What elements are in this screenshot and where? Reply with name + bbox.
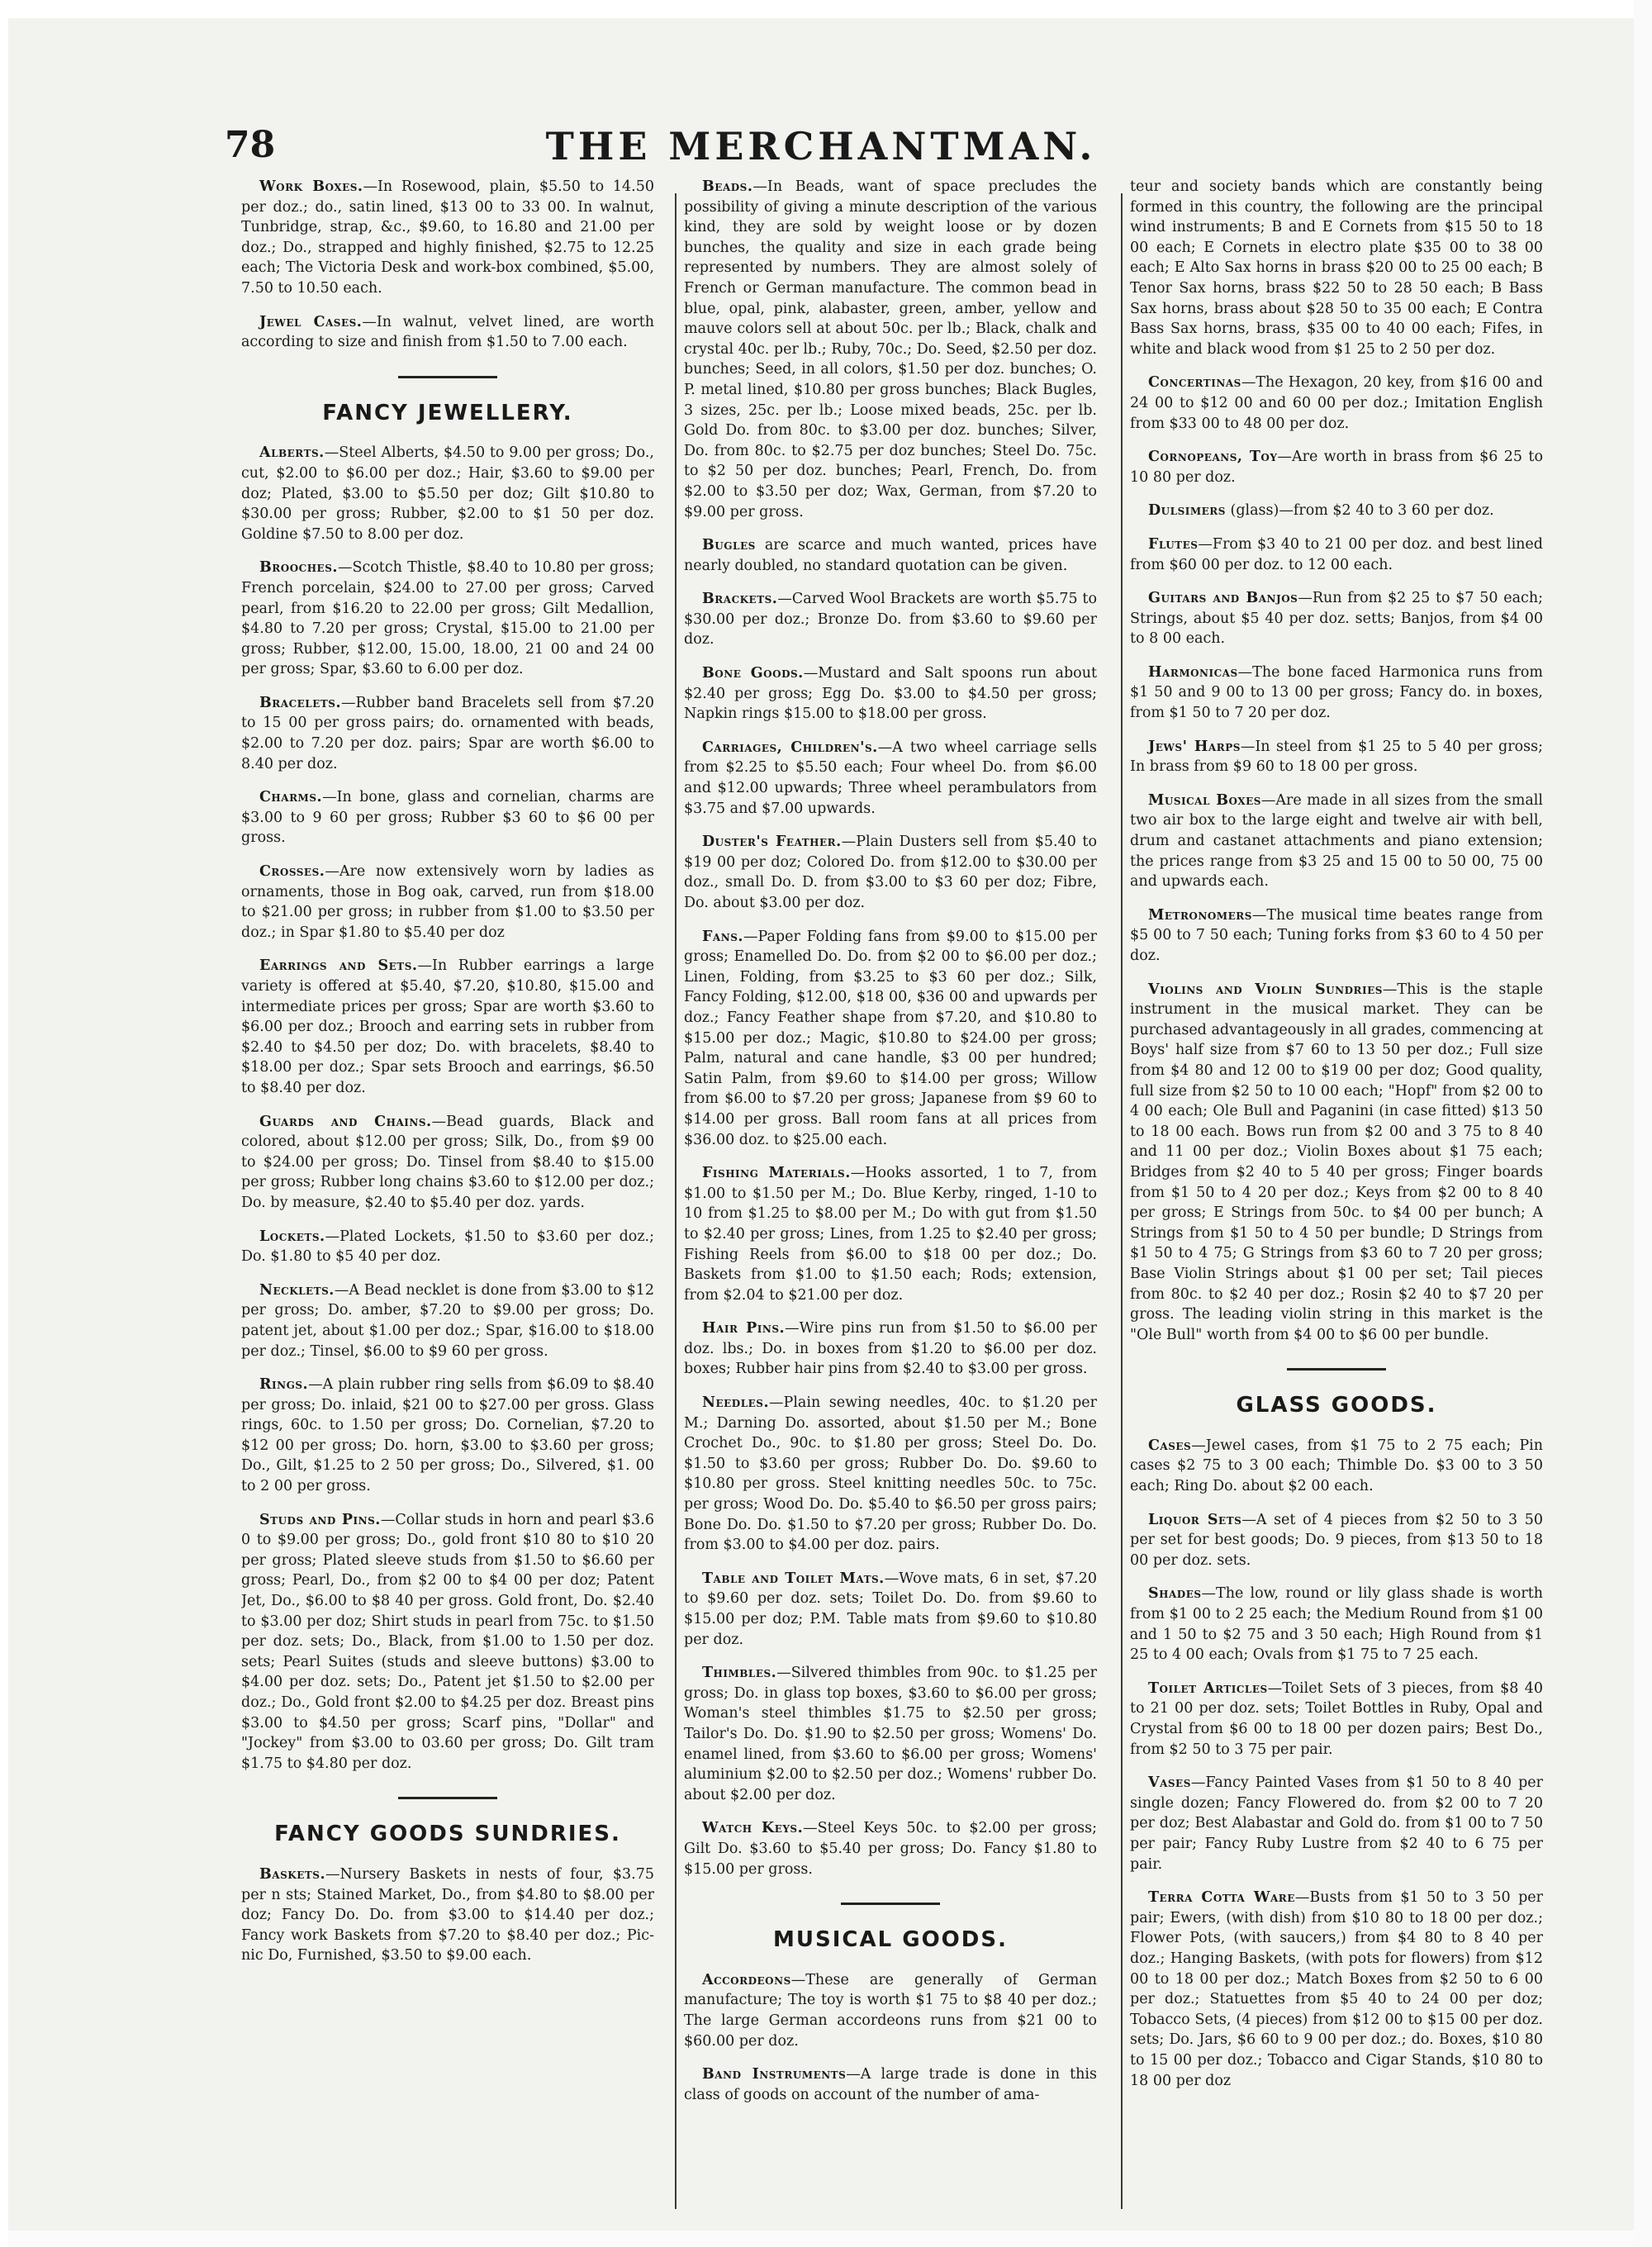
column-2	[684, 177, 1097, 2226]
article-paragraph	[684, 832, 1097, 913]
entry-text: are scarce and much wanted, prices have nearly doubled, no standard quotation can be given.	[684, 537, 1097, 574]
running-title: THE MERCHANTMAN.	[545, 124, 1097, 169]
entry-heading: Terra Cotta Ware	[1148, 1889, 1295, 1907]
section-divider	[398, 376, 497, 378]
section-divider	[398, 1797, 497, 1799]
article-paragraph	[1130, 1773, 1543, 1874]
entry-heading: Beads.	[702, 178, 753, 195]
article-paragraph	[1130, 1888, 1543, 2091]
entry-heading: Charms.	[259, 789, 323, 806]
column-1	[241, 177, 654, 2226]
entry-text: —Rubber band Bracelets sell from $7.20 to 15 00 per gross pairs; do. ornamented with beads, $2.00 to 7.20 per doz. pairs; Spar are worth $6.00 to 8.40 per doz.	[241, 694, 654, 772]
scan-margin	[1634, 0, 1652, 2247]
article-paragraph	[684, 589, 1097, 650]
entry-text: —The musical time beates range from $5 00 to 7 50 each; Tuning forks from $3 60 to 4 50 per doz.	[1130, 906, 1543, 964]
entry-heading: Violins and Violin Sundries	[1148, 981, 1383, 998]
entry-text: —Are worth in brass from $6 25 to 10 80 per doz.	[1130, 449, 1543, 486]
article-paragraph	[1130, 588, 1543, 649]
column-divider	[675, 193, 676, 2209]
entry-text: —Scotch Thistle, $8.40 to 10.80 per gross; French porcelain, $24.00 to 27.00 per gross; Carved pearl, from $16.20 to 22.00 per gross; Gilt Medallion, $4.80 to 7.20 per gross; Crystal, $15.00 to 21.00 per gross; Rubber, $12.00, 15.00, 18.00, 21 00 and 24 00 per gross; Spar, $3.60 to 6.00 per doz.	[241, 559, 654, 678]
article-paragraph	[1130, 1510, 1543, 1571]
article-paragraph	[241, 312, 654, 353]
entry-heading: Crosses.	[259, 863, 325, 881]
entry-text: —Paper Folding fans from $9.00 to $15.00 per gross; Enamelled Do. Do. from $2 00 to $6.00 per doz.; Linen, Folding, from $3.25 to $3 60 per doz.; Silk, Fancy Folding, $12.00, $18 00, $36 00 and upwards per doz.; Fancy Feather shape from $7.20, and $10.80 to $15.00 per doz.; Magic, $10.80 to $24.00 per gross; Palm, natural and cane handle, $3 00 per hundred; Satin Palm, from $9.60 to $14.00 per gross; Willow from $6.00 to $7.20 per gross; Japanese from $9 60 to $14.00 per gross. Ball room fans at all prices from $36.00 doz. to $25.00 each.	[684, 928, 1097, 1148]
scan-margin	[8, 2230, 1634, 2247]
entry-heading: Carriages, Children's.	[702, 739, 878, 756]
entry-heading: Brooches.	[259, 559, 338, 577]
article-paragraph	[241, 443, 654, 544]
entry-text: —The bone faced Harmonica runs from $1 50 and 9 00 to 13 00 per gross; Fancy do. in boxes, from $1 50 to 7 20 per doz.	[1130, 663, 1543, 722]
entry-heading: Watch Keys.	[702, 1820, 804, 1837]
article-paragraph	[241, 177, 654, 299]
article-paragraph	[684, 927, 1097, 1151]
entry-heading: Bracelets.	[259, 694, 342, 711]
entry-heading: Flutes	[1148, 535, 1199, 553]
entry-text: (glass)—from $2 40 to 3 60 per doz.	[1225, 502, 1494, 520]
entry-text: —In walnut, velvet lined, are worth according to size and finish from $1.50 to 7.00 each.	[241, 313, 654, 351]
article-paragraph: teur and society bands which are constantly being formed in this country, the following are the principal wind instruments; B and E Cornets from $15 50 to 18 00 each; E Cornets in electro plate $35 00 to 38 00 each; E Alto Sax horns in brass $20 00 to 25 00 each; B Tenor Sax horns, brass $22 50 to 28 50 each; B Bass Sax horns, brass about $28 50 to 35 00 each; E Contra Bass Sax horns, brass, $35 00 to 40 00 each; Fifes, in white and black wood from $1 25 to 2 50 per doz.	[1130, 178, 1543, 358]
entry-heading: Cornopeans, Toy	[1148, 449, 1278, 466]
entry-heading: Jews' Harps	[1148, 738, 1241, 755]
article-paragraph	[241, 558, 654, 680]
article-paragraph	[241, 956, 654, 1098]
entry-text: —The Hexagon, 20 key, from $16 00 and 24 00 to $12 00 and 60 00 per doz.; Imitation English from $33 00 to 48 00 per doz.	[1130, 374, 1543, 432]
entry-heading: Needles.	[702, 1394, 770, 1412]
section-divider	[1287, 1368, 1386, 1371]
article-paragraph	[1130, 1436, 1543, 1497]
article-paragraph	[241, 1227, 654, 1267]
entry-text: —In Rosewood, plain, $5.50 to 14.50 per doz.; do., satin lined, $13 00 to 33 00. In walnut, Tunbridge, strap, &c., $9.60, to 16.80 and 21.00 per doz.; Do., strapped and highly finished, $2.75 to 12.25 each; The Victoria Desk and work-box combined, $5.00, 7.50 to 10.50 each.	[241, 178, 654, 297]
entry-heading: Bone Goods.	[702, 665, 804, 682]
entry-text: —Plain Dusters sell from $5.40 to $19 00 per doz; Colored Do. from $12.00 to $30.00 per doz., small Do. D. from $3.00 to $3 60 per doz; Fibre, Do. about $3.00 per doz.	[684, 834, 1097, 911]
entry-text: —A large trade is done in this class of goods on account of the number of ama-	[684, 2066, 1097, 2103]
entry-heading: Table and Toilet Mats.	[702, 1570, 885, 1587]
section-heading: FANCY GOODS SUNDRIES.	[274, 1822, 621, 1847]
article-paragraph	[1130, 737, 1543, 777]
entry-text: —Are now extensively worn by ladies as ornaments, those in Bog oak, carved, run from $18.00 to $21.00 per gross; in rubber from $1.00 to $3.50 per doz.; in Spar $1.80 to $5.40 per doz	[241, 863, 654, 941]
article-paragraph	[1130, 663, 1543, 724]
article-paragraph	[684, 1818, 1097, 1879]
entry-text: —A plain rubber ring sells from $6.09 to $8.40 per gross; Do. inlaid, $21 00 to $27.00 per gross. Glass rings, 60c. to 1.50 per gross; Do. Cornelian, $7.20 to $12 00 per gross; Do. horn, $3.00 to $3.60 per gross; Do., Gilt, $1.25 to 2 50 per gross; Do., Silvered, $1. 00 to 2 00 per gross.	[241, 1376, 654, 1495]
entry-heading: Accordeons	[702, 1971, 791, 1988]
article-paragraph	[684, 738, 1097, 819]
entry-text: —Nursery Baskets in nests of four, $3.75 per n sts; Stained Market, Do., from $4.80 to $8.00 per doz; Fancy Do. Do. from $3.00 to $14.40 per doz.; Fancy work Baskets from $7.20 to $8.40 per doz.; Pic-nic Do, Furnished, $3.50 to $9.00 each.	[241, 1865, 654, 1964]
article-paragraph	[684, 2064, 1097, 2105]
entry-heading: Necklets.	[259, 1281, 335, 1299]
article-paragraph	[1130, 980, 1543, 1346]
entry-heading: Work Boxes.	[259, 178, 363, 195]
article-paragraph	[684, 1318, 1097, 1380]
article-paragraph	[1130, 1584, 1543, 1665]
entry-text: —Steel Alberts, $4.50 to 9.00 per gross; Do., cut, $2.00 to $6.00 per doz.; Hair, $3.60 to $9.00 per doz; Plated, $3.00 to $5.50 per doz; Gilt $10.80 to $30.00 per gross; Rubber, $2.00 to $1 50 per doz. Goldine $7.50 to 8.00 per doz.	[241, 444, 654, 543]
entry-text: —Fancy Painted Vases from $1 50 to 8 40 per single dozen; Fancy Flowered do. from $2 00 to 7 20 per doz; Best Alabastar and Gold do. from $1 00 to 7 50 per pair; Fancy Ruby Lustre from $2 40 to 6 75 per pair.	[1130, 1774, 1543, 1873]
entry-text: —Toilet Sets of 3 pieces, from $8 40 to 21 00 per doz. sets; Toilet Bottles in Ruby, Opal and Crystal from $6 00 to 18 00 per dozen pairs; Best Do., from $2 50 to 3 75 per pair.	[1130, 1679, 1543, 1758]
article-paragraph	[684, 1163, 1097, 1305]
article-paragraph	[241, 1112, 654, 1214]
entry-text: —In bone, glass and cornelian, charms are $3.00 to 9 60 per gross; Rubber $3 60 to $6 00 per gross.	[241, 789, 654, 847]
article-paragraph	[1130, 534, 1543, 575]
entry-heading: Dulsimers	[1148, 502, 1226, 520]
entry-heading: Earrings and Sets.	[259, 957, 418, 975]
entry-text: —Jewel cases, from $1 75 to 2 75 each; Pin cases $2 75 to 3 00 each; Thimble Do. $3 00 to 3 50 each; Ring Do. about $2 00 each.	[1130, 1437, 1543, 1495]
entry-text: —In steel from $1 25 to 5 40 per gross; In brass from $9 60 to 18 00 per gross.	[1130, 738, 1543, 776]
article-paragraph	[1130, 373, 1543, 434]
entry-text: —Run from $2 25 to $7 50 each; Strings, about $5 40 per doz. setts; Banjos, from $4 00 to 8 00 each.	[1130, 590, 1543, 648]
entry-heading: Concertinas	[1148, 374, 1241, 392]
entry-heading: Vases	[1148, 1774, 1191, 1792]
article-paragraph	[1130, 791, 1543, 892]
article-paragraph	[684, 177, 1097, 522]
entry-text: —Are made in all sizes from the small two air box to the large eight and twelve air with bell, drum and castanet attachments and piano extension; the prices range from $3 25 and 15 00 to 50 00, 75 00 and upwards each.	[1130, 791, 1543, 891]
entry-heading: Shades	[1148, 1585, 1202, 1603]
entry-heading: Thimbles.	[702, 1665, 777, 1682]
entry-text: —Plated Lockets, $1.50 to $3.60 per doz.; Do. $1.80 to $5 40 per doz.	[241, 1228, 654, 1266]
entry-text: —Bead guards, Black and colored, about $12.00 per gross; Silk, Do., from $9 00 to $24.00 per gross; Do. Tinsel from $8.40 to $15.00 per gross; Rubber long chains $3.60 to $12.00 per doz.; Do. by measure, $2.40 to $5.40 per doz. yards.	[241, 1113, 654, 1211]
entry-heading: Band Instruments	[702, 2066, 847, 2083]
entry-text: —Wire pins run from $1.50 to $6.00 per doz. lbs.; Do. in boxes from $1.20 to $6.00 per doz. boxes; Rubber hair pins from $2.40 to $3.00 per gross.	[684, 1320, 1097, 1378]
article-paragraph	[684, 663, 1097, 724]
entry-heading: Baskets.	[259, 1865, 326, 1883]
entry-heading: Musical Boxes	[1148, 791, 1261, 809]
entry-heading: Toilet Articles	[1148, 1679, 1268, 1697]
article-paragraph	[1130, 905, 1543, 967]
entry-text: —A set of 4 pieces from $2 50 to 3 50 per set for best goods; Do. 9 pieces, from $13 50 to 18 00 per doz. sets.	[1130, 1511, 1543, 1569]
entry-text: —A two wheel carriage sells from $2.25 to $5.50 each; Four wheel Do. from $6.00 and $12.00 upwards; Three wheel perambulators from $3.75 and $7.00 upwards.	[684, 739, 1097, 817]
entry-text: —Busts from $1 50 to 3 50 per pair; Ewers, (with dish) from $10 80 to 18 00 per doz.; Flower Pots, (with saucers,) from $4 80 to 8 40 per doz.; Hanging Baskets, (with pots for flowers) from $12 00 to 18 00 per doz.; Match Boxes from $2 50 to 6 00 per doz.; Statuettes from $5 40 to 24 00 per doz; Tobacco Sets, (4 pieces) from $12 00 to $15 00 per doz. sets; Do. Jars, $6 60 to 9 00 per doz.; do. Boxes, $10 80 to 15 00 per doz.; Tobacco and Cigar Stands, $10 80 to 18 00 per doz	[1130, 1889, 1543, 2089]
entry-heading: Studs and Pins.	[259, 1511, 381, 1528]
entry-heading: Brackets.	[702, 591, 778, 608]
column-3	[1130, 177, 1543, 2226]
entry-text: —Plain sewing needles, 40c. to $1.20 per M.; Darning Do. assorted, about $1.50 per M.; Bone Crochet Do., 90c. to $1.80 per gross; Steel Do. Do. $1.50 to $3.60 per gross; Rubber Do. Do. $9.60 to $10.80 per gross. Steel knitting needles 50c. to 75c. per gross; Wood Do. Do. $5.40 to $6.50 per gross pairs; Bone Do. Do. $1.50 to $7.20 per gross; Rubber Do. Do. from $3.00 to $4.00 per doz. pairs.	[684, 1394, 1097, 1554]
entry-heading: Bugles	[702, 537, 756, 554]
entry-heading: Metronomers	[1148, 906, 1252, 924]
entry-heading: Lockets.	[259, 1228, 325, 1245]
entry-text: —These are generally of German manufacture; The toy is worth $1 75 to $8 40 per doz.; The large German accordeons runs from $21 00 to $60.00 per doz.	[684, 1971, 1097, 2050]
section-divider	[841, 1903, 940, 1905]
page-number: 78	[225, 124, 276, 166]
entry-text: —In Rubber earrings a large variety is offered at $5.40, $7.20, $10.80, $15.00 and intermediate prices per gross; Spar are worth $3.60 to $6.00 per doz.; Brooch and earring sets in rubber from $2.40 to $4.50 per doz; Do. with bracelets, $8.40 to $18.00 per doz.; Spar sets Brooch and earrings, $6.50 to $8.40 per doz.	[241, 957, 654, 1096]
entry-heading: Liquor Sets	[1148, 1511, 1242, 1528]
entry-heading: Harmonicas	[1148, 663, 1238, 681]
article-paragraph	[684, 1970, 1097, 2051]
article-paragraph	[241, 862, 654, 943]
column-divider	[1121, 193, 1123, 2209]
entry-text: —Mustard and Salt spoons run about $2.40 per gross; Egg Do. $3.00 to $4.50 per gross; Napkin rings $15.00 to $18.00 per gross.	[684, 665, 1097, 723]
article-paragraph	[684, 1663, 1097, 1805]
entry-heading: Hair Pins.	[702, 1320, 786, 1337]
entry-text: —This is the staple instrument in the musical market. They can be purchased advantageously in all grades, commencing at Boys' half size from $7 60 to 13 50 per doz.; Full size from $4 80 and 12 00 to $19 00 per doz; Good quality, full size from $2 50 to 10 00 each; "Hopf" from $2 00 to 4 00 each; Ole Bull and Paganini (in case fitted) $13 50 to 18 00 each. Bows run from $2 00 and 3 75 to 8 40 and 11 00 per doz.; Violin Boxes about $1 75 each; Bridges from $2 40 to 5 40 per gross; Finger boards from $1 50 to 4 20 per doz.; Keys from $2 00 to 8 40 per gross; E Strings from 50c. to $4 00 per bunch; A Strings from $1 50 to 4 50 per bundle; D Strings from $1 50 to 4 75; G Strings from $3 60 to 7 20 per gross; Base Violin Strings about $1 00 per set; Tail pieces from 80c. to $2 40 per doz.; Rosin $2 40 to $7 20 per gross. The leading violin string in this market is the "Ole Bull" worth from $4 00 to $6 00 per bundle.	[1130, 981, 1543, 1343]
entry-text: —A Bead necklet is done from $3.00 to $12 per gross; Do. amber, $7.20 to $9.00 per gross; Do. patent jet, about $1.00 per doz.; Spar, $16.00 to $18.00 per doz.; Tinsel, $6.00 to $9 60 per gross.	[241, 1281, 654, 1360]
article-paragraph	[1130, 1679, 1543, 1760]
entry-heading: Guards and Chains.	[259, 1113, 432, 1130]
article-paragraph	[241, 1865, 654, 1966]
article-paragraph	[241, 1280, 654, 1361]
entry-heading: Alberts.	[259, 444, 325, 462]
article-paragraph	[241, 1510, 654, 1774]
section-heading: GLASS GOODS.	[1236, 1393, 1437, 1418]
entry-heading: Fans.	[702, 928, 743, 945]
article-paragraph	[1130, 501, 1543, 521]
article-paragraph	[684, 1393, 1097, 1556]
entry-text: —Carved Wool Brackets are worth $5.75 to $30.00 per doz.; Bronze Do. from $3.60 to $9.60 per doz.	[684, 591, 1097, 648]
entry-text: —Steel Keys 50c. to $2.00 per gross; Gilt Do. $3.60 to $5.40 per gross; Do. Fancy $1.80 to $15.00 per gross.	[684, 1820, 1097, 1878]
entry-heading: Guitars and Banjos	[1148, 590, 1298, 607]
section-heading: MUSICAL GOODS.	[773, 1927, 1008, 1953]
article-paragraph	[1130, 447, 1543, 487]
entry-heading: Jewel Cases.	[259, 313, 363, 330]
entry-heading: Rings.	[259, 1376, 309, 1394]
article-paragraph	[241, 787, 654, 848]
article-paragraph	[684, 535, 1097, 576]
entry-text: —Hooks assorted, 1 to 7, from $1.00 to $1.50 per M.; Do. Blue Kerby, ringed, 1-10 to 10 from $1.25 to $8.00 per M.; Do with gut from $1.50 to $2.40 per gross; Lines, from 1.25 to $2.40 per gross; Fishing Reels from $6.00 to $18 00 per doz.; Do. Baskets from $1.00 to $1.50 each; Rods; extension, from $2.04 to $21.00 per doz.	[684, 1165, 1097, 1304]
entry-heading: Duster's Feather.	[702, 834, 842, 851]
entry-text: —In Beads, want of space precludes the possibility of giving a minute description of the various kind, they are sold by weight loose or by dozen bunches, the quality and size in each grade being represented by numbers. They are almost solely of French or German manufacture. The common bead in blue, opal, pink, alabaster, green, amber, yellow and mauve colors sell at about 50c. per lb.; Black, chalk and crystal 40c. per lb.; Ruby, 70c.; Do. Seed, $2.50 per doz. bunches; Seed, in all colors, $1.50 per doz. bunches; O. P. metal lined, $10.80 per gross bunches; Black Bugles, 3 sizes, 25c. per lb.; Loose mixed beads, 25c. per lb. Gold Do. from 80c. to $3.00 per doz. bunches; Silver, Do. from 80c. to $2.75 per doz bunches; Steel Do. 75c. to $2 50 per doz. bunches; Pearl, French, Do. from $2.00 to $3.50 per doz; Wax, German, from $7.20 to $9.00 per gross.	[684, 178, 1097, 520]
article-paragraph	[241, 693, 654, 774]
entry-text: —The low, round or lily glass shade is worth from $1 00 to 2 25 each; the Medium Round from $1 00 and 1 50 to $2 75 and 3 50 each; High Round from $1 25 to 4 00 each; Ovals from $1 75 to 7 25 each.	[1130, 1585, 1543, 1664]
article-paragraph	[241, 1375, 654, 1497]
entry-heading: Fishing Materials.	[702, 1165, 851, 1182]
entry-text: —Collar studs in horn and pearl $3.6 0 to $9.00 per gross; Do., gold front $10 80 to $10 20 per gross; Plated sleeve studs from $1.50 to $6.60 per gross; Pearl, Do., from $2 00 to $4 00 per doz; Patent Jet, Do., $6.00 to $8 40 per gross. Gold front, Do. $2.40 to $3.00 per doz; Shirt studs in pearl from 75c. to $1.50 per doz. sets; Do., Black, from $1.00 to 1.50 per doz. sets; Pearl Suites (studs and sleeve buttons) $3.00 to $4.00 per doz. sets; Do., Patent jet $1.50 to $2.00 per doz.; Do., Gold front $2.00 to $4.25 per doz. Breast pins $3.00 to $4.50 per gross; Scarf pins, "Dollar" and "Jockey" from $3.00 to 03.60 per gross; Do. Gilt tram $1.75 to $4.80 per doz.	[241, 1511, 654, 1772]
entry-heading: Cases	[1148, 1437, 1192, 1454]
section-heading: FANCY JEWELLERY.	[322, 400, 573, 425]
entry-text: —Silvered thimbles from 90c. to $1.25 per gross; Do. in glass top boxes, $3.60 to $6.00 per gross; Woman's steel thimbles $1.75 to $2.50 per gross; Tailor's Do. Do. $1.90 to $2.50 per gross; Womens' Do. enamel lined, from $3.60 to $6.00 per gross; Womens' aluminium $2.00 to $2.50 per doz.; Womens' rubber Do. about $2.00 per doz.	[684, 1665, 1097, 1803]
article-paragraph	[684, 1569, 1097, 1650]
entry-text: —Wove mats, 6 in set, $7.20 to $9.60 per doz. sets; Toilet Do. Do. from $9.60 to $15.00 per doz; P.M. Table mats from $9.60 to $10.80 per doz.	[684, 1570, 1097, 1648]
entry-text: —From $3 40 to 21 00 per doz. and best lined from $60 00 per doz. to 12 00 each.	[1130, 535, 1543, 573]
